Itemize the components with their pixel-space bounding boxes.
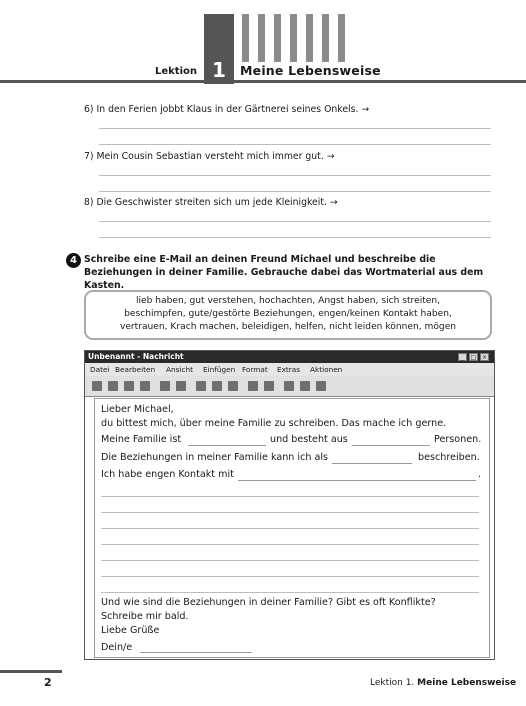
header-stripe bbox=[322, 14, 329, 62]
email-closing-request: Schreibe mir bald. bbox=[101, 611, 189, 622]
close-button[interactable]: × bbox=[481, 354, 488, 361]
header-stripe bbox=[290, 14, 297, 62]
maximize-button[interactable]: □ bbox=[470, 354, 477, 361]
options-icon[interactable] bbox=[300, 381, 310, 391]
blank-field[interactable] bbox=[332, 463, 412, 464]
exercise-7: 7) Mein Cousin Sebastian versteht mich immer gut. → bbox=[84, 151, 335, 162]
email-signature-label: Dein/e bbox=[101, 642, 133, 653]
paste-icon[interactable] bbox=[196, 381, 206, 391]
email-line3-b: . bbox=[478, 469, 482, 480]
exercise-6: 6) In den Ferien jobbt Klaus in der Gärtnerei seines Onkels. → bbox=[84, 104, 370, 115]
writing-line[interactable] bbox=[101, 528, 479, 529]
email-closing-question: Und wie sind die Beziehungen in deiner Familie? Gibt es oft Konflikte? bbox=[101, 597, 436, 608]
word-box-line: vertrauen, Krach machen, beleidigen, helfen, nicht leiden können, mögen bbox=[119, 322, 457, 332]
writing-line[interactable] bbox=[101, 576, 479, 577]
attach-icon[interactable] bbox=[140, 381, 150, 391]
cut-icon[interactable] bbox=[212, 381, 222, 391]
flag-icon[interactable] bbox=[284, 381, 294, 391]
footer-text bbox=[370, 678, 516, 688]
writing-line[interactable] bbox=[101, 496, 479, 497]
email-line1-c: Personen. bbox=[434, 434, 482, 445]
email-greeting: Lieber Michael, bbox=[101, 404, 174, 415]
task-instruction: Schreibe eine E-Mail an deinen Freund Michael und beschreibe die Beziehungen in deiner Familie. Gebrauche dabei das Wortmaterial aus dem Kasten. bbox=[84, 254, 484, 291]
word-box-line: lieb haben, gut verstehen, hochachten, Angst haben, sich streiten, bbox=[135, 296, 441, 306]
lektion-label: Lektion bbox=[155, 66, 198, 77]
header-stripe bbox=[258, 14, 265, 62]
email-intro: du bittest mich, über meine Familie zu schreiben. Das mache ich gerne. bbox=[101, 418, 447, 429]
answer-line[interactable] bbox=[99, 221, 491, 222]
answer-line[interactable] bbox=[99, 175, 491, 176]
header-stripe bbox=[274, 14, 281, 62]
lektion-title: Meine Lebensweise bbox=[240, 63, 381, 78]
footer-title: Meine Lebensweise bbox=[417, 678, 517, 688]
footer-rule bbox=[0, 670, 62, 673]
email-line1-b: und besteht aus bbox=[270, 434, 348, 445]
address-icon[interactable] bbox=[248, 381, 258, 391]
header-rule bbox=[0, 80, 526, 83]
window-title: Unbenannt - Nachricht bbox=[88, 352, 184, 361]
header-stripe bbox=[338, 14, 345, 62]
email-line1-a: Meine Familie ist bbox=[101, 434, 182, 445]
blank-field[interactable] bbox=[238, 480, 476, 481]
check-icon[interactable] bbox=[228, 381, 238, 391]
task-number: 4 bbox=[66, 253, 81, 268]
email-line2-b: beschreiben. bbox=[418, 452, 480, 463]
writing-line[interactable] bbox=[101, 560, 479, 561]
reply-icon[interactable] bbox=[108, 381, 118, 391]
menu-extras[interactable]: Extras bbox=[277, 365, 301, 374]
header-stripe bbox=[306, 14, 313, 62]
save-icon[interactable] bbox=[160, 381, 170, 391]
email-line3-a: Ich habe engen Kontakt mit bbox=[101, 469, 234, 480]
menu-bearbeiten[interactable]: Bearbeiten bbox=[115, 365, 156, 374]
folder-icon[interactable] bbox=[264, 381, 274, 391]
email-closing-greeting: Liebe Grüße bbox=[101, 625, 160, 636]
page-number: 2 bbox=[44, 676, 52, 689]
header-stripe bbox=[242, 14, 249, 62]
copy-icon[interactable] bbox=[176, 381, 186, 391]
answer-line[interactable] bbox=[99, 237, 491, 238]
footer-lektion: Lektion 1. bbox=[370, 678, 415, 688]
signature-icon[interactable] bbox=[316, 381, 326, 391]
writing-line[interactable] bbox=[101, 544, 479, 545]
minimize-button[interactable]: _ bbox=[458, 353, 467, 361]
send-icon[interactable] bbox=[92, 381, 102, 391]
email-line2-a: Die Beziehungen in meiner Familie kann ich als bbox=[101, 452, 329, 463]
writing-line[interactable] bbox=[101, 592, 479, 593]
exercise-8: 8) Die Geschwister streiten sich um jede Kleinigkeit. → bbox=[84, 197, 338, 208]
word-box-line: beschimpfen, gute/gestörte Beziehungen, engen/keinen Kontakt haben, bbox=[124, 309, 452, 319]
answer-line[interactable] bbox=[99, 191, 491, 192]
blank-field[interactable] bbox=[352, 445, 430, 446]
menu-ansicht[interactable]: Ansicht bbox=[166, 365, 193, 374]
answer-line[interactable] bbox=[99, 128, 491, 129]
menu-format[interactable]: Format bbox=[242, 365, 268, 374]
signature-field[interactable] bbox=[140, 652, 252, 653]
lektion-number: 1 bbox=[212, 58, 226, 82]
answer-line[interactable] bbox=[99, 144, 491, 145]
blank-field[interactable] bbox=[188, 445, 266, 446]
menu-einfuegen[interactable]: Einfügen bbox=[203, 365, 236, 374]
writing-line[interactable] bbox=[101, 512, 479, 513]
menu-aktionen[interactable]: Aktionen bbox=[310, 365, 343, 374]
print-icon[interactable] bbox=[124, 381, 134, 391]
menu-datei[interactable]: Datei bbox=[90, 365, 110, 374]
